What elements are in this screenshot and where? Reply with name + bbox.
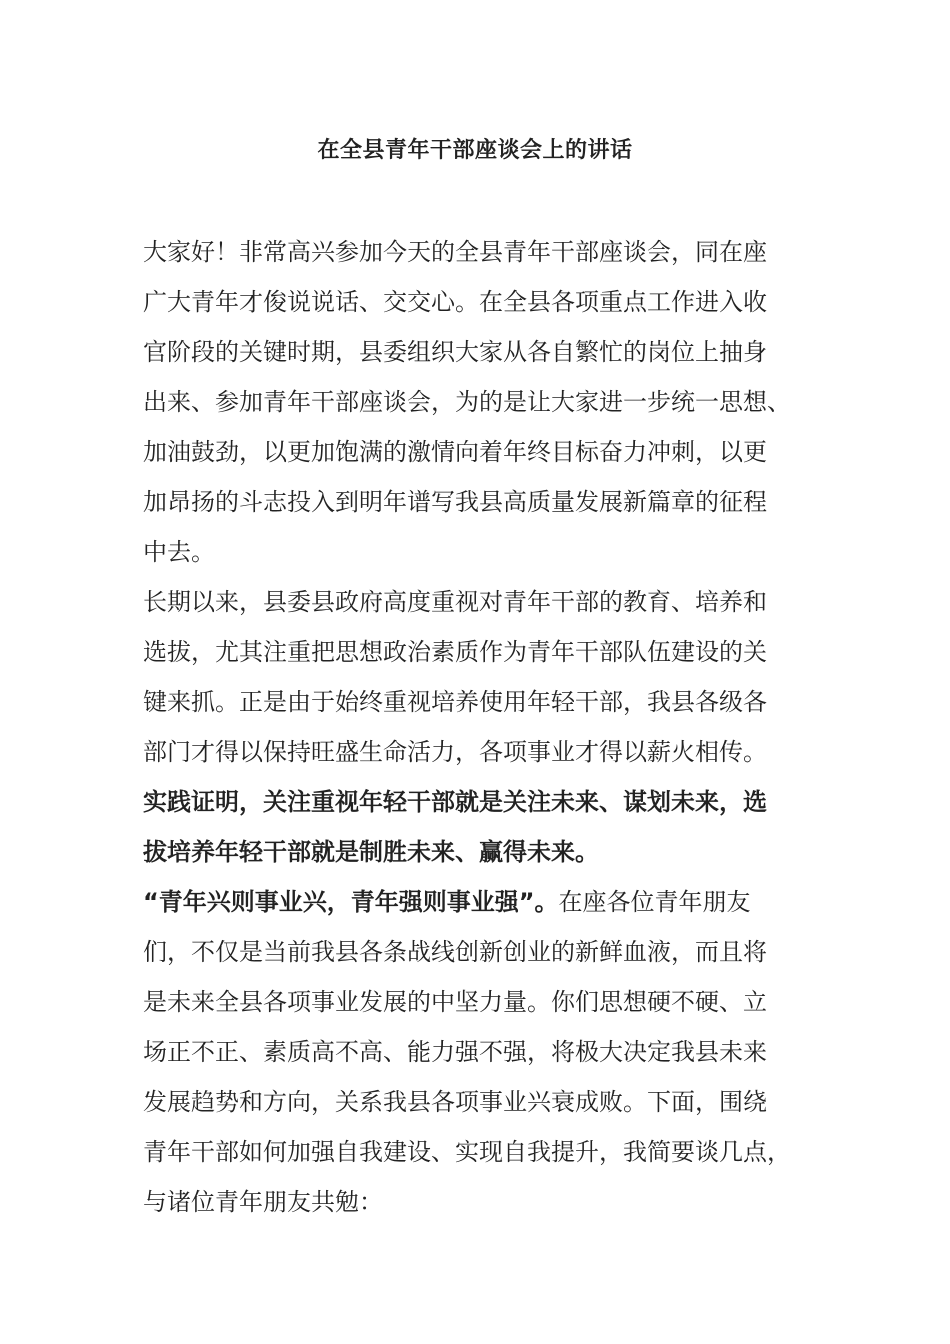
text-line: 加油鼓劲，以更加饱满的激情向着年终目标奋力冲刺，以更 xyxy=(143,438,767,466)
text-line: 场正不正、素质高不高、能力强不强，将极大决定我县未来 xyxy=(143,1038,767,1066)
text-line: 部门才得以保持旺盛生命活力，各项事业才得以薪火相传。 xyxy=(143,738,767,766)
text-line: 官阶段的关键时期，县委组织大家从各自繁忙的岗位上抽身 xyxy=(143,338,767,366)
text-line: 们，不仅是当前我县各条战线创新创业的新鲜血液，而且将 xyxy=(143,938,767,966)
text-line: 长期以来，县委县政府高度重视对青年干部的教育、培养和 xyxy=(143,588,767,616)
text-line: 广大青年才俊说说话、交交心。在全县各项重点工作进入收 xyxy=(143,288,767,316)
text-line: 键来抓。正是由于始终重视培养使用年轻干部，我县各级各 xyxy=(143,688,767,716)
paragraph-importance xyxy=(143,577,823,877)
quote-emphasis: “青年兴则事业兴，青年强则事业强”。 xyxy=(143,888,559,916)
text-line: 是未来全县各项事业发展的中坚力量。你们思想硬不硬、立 xyxy=(143,988,767,1016)
text-line xyxy=(143,877,823,927)
document-body xyxy=(143,227,823,1227)
emphasis-line: 实践证明，关注重视年轻干部就是关注未来、谋划未来，选 xyxy=(143,788,767,816)
text-line: 与诸位青年朋友共勉： xyxy=(143,1188,383,1216)
text-line: 中去。 xyxy=(143,538,215,566)
text-line: 加昂扬的斗志投入到明年谱写我县高质量发展新篇章的征程 xyxy=(143,488,767,516)
document-title: 在全县青年干部座谈会上的讲话 xyxy=(317,138,633,163)
quote-continuation: 在座各位青年朋友 xyxy=(558,888,751,916)
text-line: 大家好！非常高兴参加今天的全县青年干部座谈会，同在座 xyxy=(143,238,767,266)
emphasis-line: 拔培养年轻干部就是制胜未来、赢得未来。 xyxy=(143,838,599,866)
text-line: 出来、参加青年干部座谈会，为的是让大家进一步统一思想、 xyxy=(143,388,791,416)
paragraph-youth xyxy=(143,877,823,1227)
text-line: 青年干部如何加强自我建设、实现自我提升，我简要谈几点， xyxy=(143,1138,791,1166)
text-line: 选拔，尤其注重把思想政治素质作为青年干部队伍建设的关 xyxy=(143,638,767,666)
text-line: 发展趋势和方向，关系我县各项事业兴衰成败。下面，围绕 xyxy=(143,1088,767,1116)
paragraph-opening xyxy=(143,227,823,577)
